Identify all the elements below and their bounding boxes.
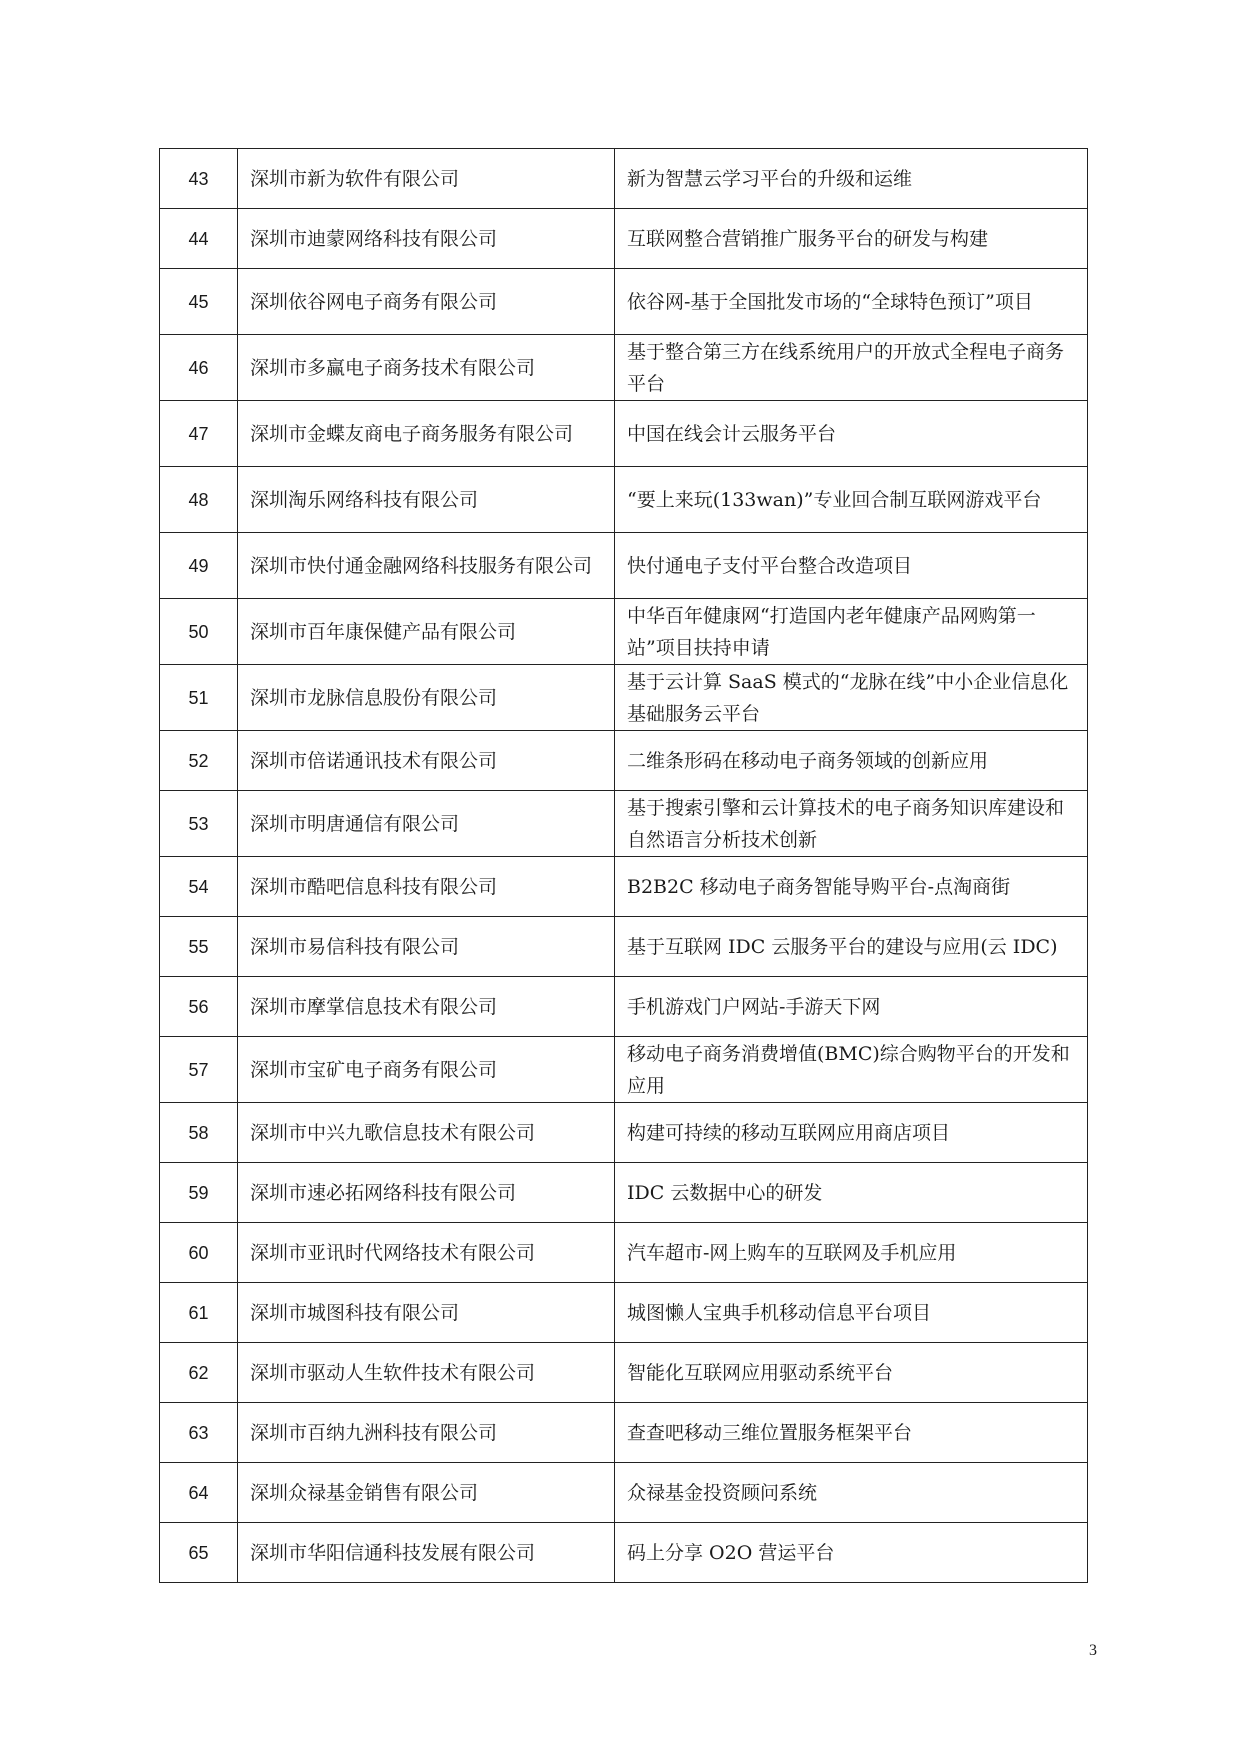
- row-number: 48: [160, 467, 238, 533]
- company-name: 深圳市城图科技有限公司: [238, 1283, 615, 1343]
- project-name: B2B2C 移动电子商务智能导购平台-点淘商街: [615, 857, 1088, 917]
- project-name: 基于互联网 IDC 云服务平台的建设与应用(云 IDC): [615, 917, 1088, 977]
- row-number: 44: [160, 209, 238, 269]
- project-name: 移动电子商务消费增值(BMC)综合购物平台的开发和应用: [615, 1037, 1088, 1103]
- row-number: 54: [160, 857, 238, 917]
- project-name: 众禄基金投资顾问系统: [615, 1463, 1088, 1523]
- table-row: [160, 791, 1088, 857]
- row-number: 55: [160, 917, 238, 977]
- table-row: [160, 533, 1088, 599]
- table-row: [160, 665, 1088, 731]
- row-number: 46: [160, 335, 238, 401]
- company-name: 深圳市易信科技有限公司: [238, 917, 615, 977]
- company-name: 深圳市速必拓网络科技有限公司: [238, 1163, 615, 1223]
- row-number: 64: [160, 1463, 238, 1523]
- project-name: 依谷网-基于全国批发市场的“全球特色预订”项目: [615, 269, 1088, 335]
- company-name: 深圳市百纳九洲科技有限公司: [238, 1403, 615, 1463]
- project-name: “要上来玩(133wan)”专业回合制互联网游戏平台: [615, 467, 1088, 533]
- table-row: [160, 917, 1088, 977]
- table-row: [160, 467, 1088, 533]
- table-row: [160, 857, 1088, 917]
- table-row: [160, 335, 1088, 401]
- table-row: [160, 269, 1088, 335]
- company-name: 深圳市亚讯时代网络技术有限公司: [238, 1223, 615, 1283]
- company-name: 深圳市新为软件有限公司: [238, 149, 615, 209]
- project-name: 构建可持续的移动互联网应用商店项目: [615, 1103, 1088, 1163]
- project-name: 中华百年健康网“打造国内老年健康产品网购第一站”项目扶持申请: [615, 599, 1088, 665]
- company-name: 深圳市宝矿电子商务有限公司: [238, 1037, 615, 1103]
- company-name: 深圳市百年康保健产品有限公司: [238, 599, 615, 665]
- table-row: [160, 1103, 1088, 1163]
- table-row: [160, 1523, 1088, 1583]
- company-name: 深圳市迪蒙网络科技有限公司: [238, 209, 615, 269]
- project-name: 互联网整合营销推广服务平台的研发与构建: [615, 209, 1088, 269]
- row-number: 43: [160, 149, 238, 209]
- project-name: 基于搜索引擎和云计算技术的电子商务知识库建设和自然语言分析技术创新: [615, 791, 1088, 857]
- table-row: [160, 1223, 1088, 1283]
- project-name: 基于云计算 SaaS 模式的“龙脉在线”中小企业信息化基础服务云平台: [615, 665, 1088, 731]
- project-name: 查查吧移动三维位置服务框架平台: [615, 1403, 1088, 1463]
- project-list-table-container: [159, 148, 1087, 1583]
- project-name: 城图懒人宝典手机移动信息平台项目: [615, 1283, 1088, 1343]
- project-list-table: [159, 148, 1088, 1583]
- table-row: [160, 1463, 1088, 1523]
- table-row: [160, 1283, 1088, 1343]
- project-name: 手机游戏门户网站-手游天下网: [615, 977, 1088, 1037]
- company-name: 深圳市华阳信通科技发展有限公司: [238, 1523, 615, 1583]
- company-name: 深圳市金蝶友商电子商务服务有限公司: [238, 401, 615, 467]
- project-name: 新为智慧云学习平台的升级和运维: [615, 149, 1088, 209]
- row-number: 53: [160, 791, 238, 857]
- row-number: 50: [160, 599, 238, 665]
- company-name: 深圳淘乐网络科技有限公司: [238, 467, 615, 533]
- row-number: 51: [160, 665, 238, 731]
- row-number: 56: [160, 977, 238, 1037]
- table-row: [160, 599, 1088, 665]
- table-row: [160, 731, 1088, 791]
- company-name: 深圳依谷网电子商务有限公司: [238, 269, 615, 335]
- row-number: 45: [160, 269, 238, 335]
- table-row: [160, 1403, 1088, 1463]
- project-name: 二维条形码在移动电子商务领域的创新应用: [615, 731, 1088, 791]
- page-number: 3: [1089, 1642, 1097, 1659]
- row-number: 52: [160, 731, 238, 791]
- project-name: IDC 云数据中心的研发: [615, 1163, 1088, 1223]
- company-name: 深圳众禄基金销售有限公司: [238, 1463, 615, 1523]
- table-row: [160, 1163, 1088, 1223]
- row-number: 57: [160, 1037, 238, 1103]
- project-name: 码上分享 O2O 营运平台: [615, 1523, 1088, 1583]
- row-number: 47: [160, 401, 238, 467]
- row-number: 61: [160, 1283, 238, 1343]
- table-row: [160, 401, 1088, 467]
- row-number: 58: [160, 1103, 238, 1163]
- project-name: 基于整合第三方在线系统用户的开放式全程电子商务平台: [615, 335, 1088, 401]
- row-number: 59: [160, 1163, 238, 1223]
- company-name: 深圳市摩掌信息技术有限公司: [238, 977, 615, 1037]
- company-name: 深圳市倍诺通讯技术有限公司: [238, 731, 615, 791]
- project-name: 中国在线会计云服务平台: [615, 401, 1088, 467]
- table-row: [160, 1343, 1088, 1403]
- company-name: 深圳市龙脉信息股份有限公司: [238, 665, 615, 731]
- row-number: 60: [160, 1223, 238, 1283]
- table-row: [160, 209, 1088, 269]
- company-name: 深圳市多赢电子商务技术有限公司: [238, 335, 615, 401]
- row-number: 49: [160, 533, 238, 599]
- company-name: 深圳市中兴九歌信息技术有限公司: [238, 1103, 615, 1163]
- row-number: 63: [160, 1403, 238, 1463]
- row-number: 62: [160, 1343, 238, 1403]
- company-name: 深圳市酷吧信息科技有限公司: [238, 857, 615, 917]
- row-number: 65: [160, 1523, 238, 1583]
- table-row: [160, 149, 1088, 209]
- company-name: 深圳市驱动人生软件技术有限公司: [238, 1343, 615, 1403]
- table-row: [160, 977, 1088, 1037]
- project-name: 智能化互联网应用驱动系统平台: [615, 1343, 1088, 1403]
- company-name: 深圳市快付通金融网络科技服务有限公司: [238, 533, 615, 599]
- table-row: [160, 1037, 1088, 1103]
- project-name: 汽车超市-网上购车的互联网及手机应用: [615, 1223, 1088, 1283]
- project-name: 快付通电子支付平台整合改造项目: [615, 533, 1088, 599]
- company-name: 深圳市明唐通信有限公司: [238, 791, 615, 857]
